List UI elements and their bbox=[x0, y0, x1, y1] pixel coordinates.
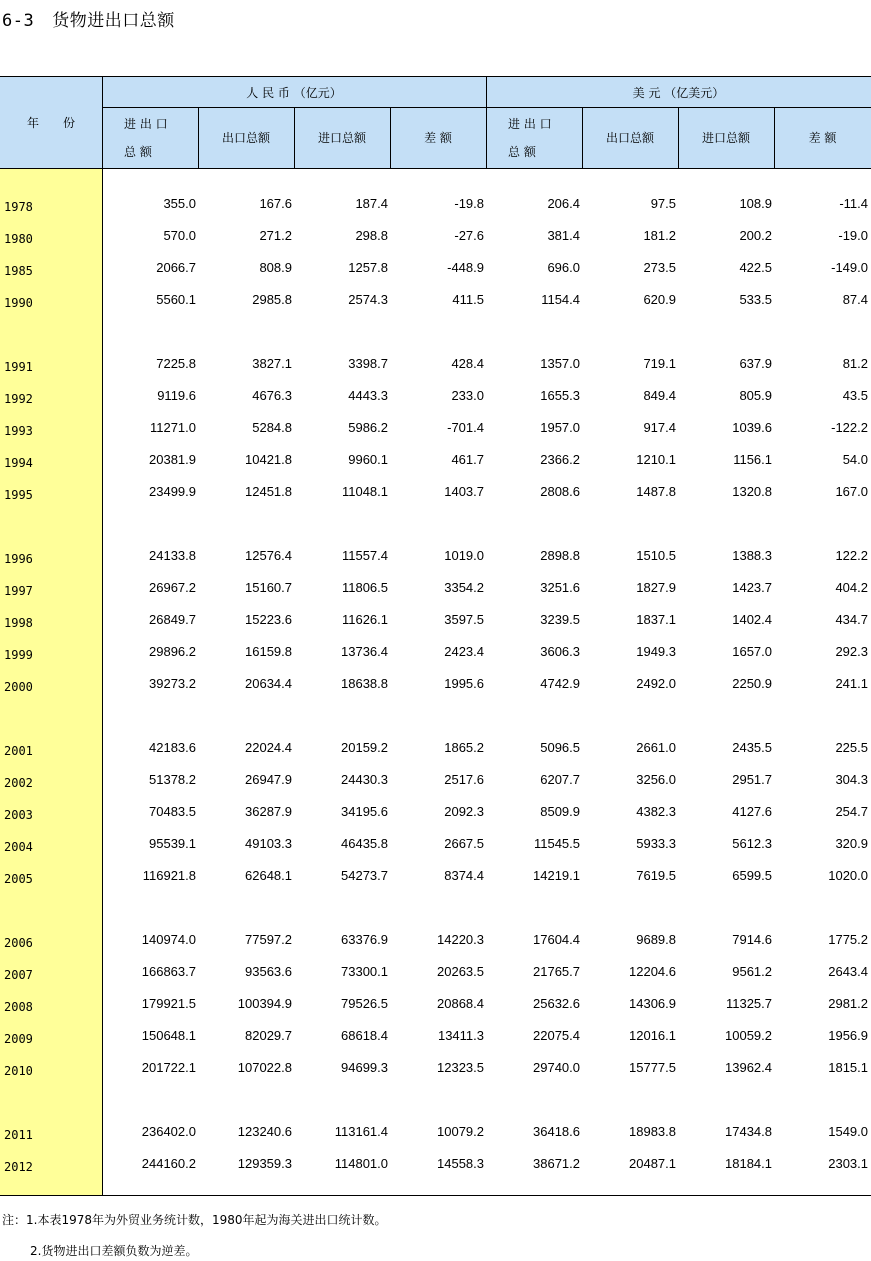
row-value: 97.5 bbox=[650, 196, 676, 211]
table-row bbox=[0, 740, 871, 760]
row-value: 108.9 bbox=[739, 196, 772, 211]
row-value: 254.7 bbox=[835, 804, 868, 819]
row-value: 1403.7 bbox=[444, 484, 484, 499]
row-value: 273.5 bbox=[643, 260, 676, 275]
row-value: 20487.1 bbox=[629, 1156, 676, 1171]
row-value: 5284.8 bbox=[252, 420, 292, 435]
row-value: 11048.1 bbox=[341, 484, 388, 499]
row-year: 2010 bbox=[4, 1064, 33, 1078]
header-rmb-balance: 差 额 bbox=[424, 131, 452, 145]
footnote-1: 注：1.本表1978年为外贸业务统计数，1980年起为海关进出口统计数。 bbox=[2, 1213, 387, 1227]
row-value: 49103.3 bbox=[245, 836, 292, 851]
row-value: 2423.4 bbox=[444, 644, 484, 659]
row-value: 77597.2 bbox=[245, 932, 292, 947]
row-value: 4676.3 bbox=[252, 388, 292, 403]
row-value: 94699.3 bbox=[341, 1060, 388, 1075]
row-value: 113161.4 bbox=[334, 1124, 388, 1139]
row-value: 320.9 bbox=[835, 836, 868, 851]
row-value: 1657.0 bbox=[732, 644, 772, 659]
row-value: 14306.9 bbox=[629, 996, 676, 1011]
row-value: 12576.4 bbox=[245, 548, 292, 563]
row-year: 2000 bbox=[4, 680, 33, 694]
row-value: 7619.5 bbox=[636, 868, 676, 883]
row-value: 1956.9 bbox=[828, 1028, 868, 1043]
table-row bbox=[0, 996, 871, 1016]
table-row bbox=[0, 932, 871, 952]
row-value: 292.3 bbox=[835, 644, 868, 659]
row-value: 2066.7 bbox=[156, 260, 196, 275]
row-value: 1815.1 bbox=[828, 1060, 868, 1075]
row-value: 166863.7 bbox=[141, 964, 196, 979]
row-value: 1357.0 bbox=[540, 356, 580, 371]
row-value: -149.0 bbox=[831, 260, 868, 275]
row-value: 36287.9 bbox=[245, 804, 292, 819]
row-value: -11.4 bbox=[839, 196, 868, 211]
row-value: 2808.6 bbox=[540, 484, 580, 499]
row-value: 4382.3 bbox=[636, 804, 676, 819]
row-value: 9561.2 bbox=[732, 964, 772, 979]
row-value: 81.2 bbox=[842, 356, 868, 371]
row-value: 2981.2 bbox=[828, 996, 868, 1011]
row-value: 533.5 bbox=[739, 292, 772, 307]
row-value: 1837.1 bbox=[636, 612, 676, 627]
table-number: 6-3 bbox=[2, 11, 35, 31]
row-value: 7225.8 bbox=[156, 356, 196, 371]
row-value: 2250.9 bbox=[732, 676, 772, 691]
row-value: 13962.4 bbox=[725, 1060, 772, 1075]
row-value: 4742.9 bbox=[540, 676, 580, 691]
row-value: 100394.9 bbox=[237, 996, 292, 1011]
row-value: 15777.5 bbox=[629, 1060, 676, 1075]
row-value: 12016.1 bbox=[629, 1028, 676, 1043]
table-row bbox=[0, 1060, 871, 1080]
row-value: 25632.6 bbox=[533, 996, 580, 1011]
row-value: 236402.0 bbox=[141, 1124, 196, 1139]
row-year: 2002 bbox=[4, 776, 33, 790]
row-value: 20634.4 bbox=[245, 676, 292, 691]
row-value: 10421.8 bbox=[245, 452, 292, 467]
row-value: 1423.7 bbox=[732, 580, 772, 595]
table-row bbox=[0, 676, 871, 696]
row-value: 10079.2 bbox=[437, 1124, 484, 1139]
row-value: 12204.6 bbox=[629, 964, 676, 979]
row-value: 244160.2 bbox=[141, 1156, 196, 1171]
row-value: 3239.5 bbox=[540, 612, 580, 627]
row-year: 2011 bbox=[4, 1128, 33, 1142]
table-row bbox=[0, 548, 871, 568]
row-value: 1487.8 bbox=[636, 484, 676, 499]
header-usd-balance: 差 额 bbox=[808, 131, 837, 145]
row-value: 62648.1 bbox=[245, 868, 292, 883]
row-year: 1999 bbox=[4, 648, 33, 662]
row-year: 1990 bbox=[4, 296, 33, 310]
row-value: 167.6 bbox=[259, 196, 292, 211]
row-value: 2667.5 bbox=[444, 836, 484, 851]
row-value: 849.4 bbox=[643, 388, 676, 403]
row-value: 1655.3 bbox=[540, 388, 580, 403]
table-row bbox=[0, 260, 871, 280]
header-rmb-import: 进口总额 bbox=[317, 131, 366, 145]
row-value: 39273.2 bbox=[149, 676, 196, 691]
row-value: 11271.0 bbox=[149, 420, 196, 435]
row-value: 3597.5 bbox=[444, 612, 484, 627]
row-value: 225.5 bbox=[835, 740, 868, 755]
row-value: 422.5 bbox=[739, 260, 772, 275]
row-value: 54273.7 bbox=[341, 868, 388, 883]
row-value: -122.2 bbox=[831, 420, 868, 435]
row-year: 1991 bbox=[4, 360, 33, 374]
row-value: -19.0 bbox=[838, 228, 868, 243]
header-year: 年 份 bbox=[26, 116, 75, 130]
row-year: 1996 bbox=[4, 552, 33, 566]
row-value: 3354.2 bbox=[444, 580, 484, 595]
row-value: 14219.1 bbox=[533, 868, 580, 883]
row-value: 18983.8 bbox=[629, 1124, 676, 1139]
table-row bbox=[0, 228, 871, 248]
row-value: 51378.2 bbox=[149, 772, 196, 787]
row-value: 20868.4 bbox=[437, 996, 484, 1011]
table-title: 货物进出口总额 bbox=[52, 11, 175, 31]
row-year: 2012 bbox=[4, 1160, 33, 1174]
row-value: 29740.0 bbox=[533, 1060, 580, 1075]
table-row bbox=[0, 804, 871, 824]
row-value: 187.4 bbox=[355, 196, 388, 211]
header-group-rmb: 人 民 币 （亿元） bbox=[246, 85, 342, 100]
row-value: 1257.8 bbox=[348, 260, 388, 275]
row-value: 1775.2 bbox=[828, 932, 868, 947]
row-year: 2005 bbox=[4, 872, 33, 886]
row-value: 26849.7 bbox=[149, 612, 196, 627]
row-value: 1402.4 bbox=[732, 612, 772, 627]
table-row bbox=[0, 356, 871, 376]
row-value: 2517.6 bbox=[444, 772, 484, 787]
row-value: 8509.9 bbox=[540, 804, 580, 819]
row-year: 2003 bbox=[4, 808, 33, 822]
row-value: 1019.0 bbox=[444, 548, 484, 563]
row-year: 1992 bbox=[4, 392, 33, 406]
row-value: 1020.0 bbox=[828, 868, 868, 883]
row-value: 2492.0 bbox=[636, 676, 676, 691]
row-value: 206.4 bbox=[547, 196, 580, 211]
footnotes bbox=[2, 1212, 387, 1259]
row-value: 14220.3 bbox=[437, 932, 484, 947]
row-value: 9689.8 bbox=[636, 932, 676, 947]
row-value: 129359.3 bbox=[237, 1156, 292, 1171]
row-value: -27.6 bbox=[454, 228, 484, 243]
table-row bbox=[0, 452, 871, 472]
row-value: 16159.8 bbox=[245, 644, 292, 659]
row-value: 1995.6 bbox=[444, 676, 484, 691]
row-value: 241.1 bbox=[835, 676, 868, 691]
row-value: 3251.6 bbox=[540, 580, 580, 595]
table-row bbox=[0, 1028, 871, 1048]
row-value: 2366.2 bbox=[540, 452, 580, 467]
table-row bbox=[0, 420, 871, 440]
row-value: 22024.4 bbox=[245, 740, 292, 755]
row-value: 1865.2 bbox=[444, 740, 484, 755]
table-row bbox=[0, 292, 871, 312]
table-row bbox=[0, 196, 871, 216]
row-year: 1997 bbox=[4, 584, 33, 598]
row-value: 9960.1 bbox=[348, 452, 388, 467]
row-value: 1154.4 bbox=[541, 292, 580, 307]
row-year: 1980 bbox=[4, 232, 33, 246]
table-row bbox=[0, 580, 871, 600]
row-value: 26967.2 bbox=[149, 580, 196, 595]
row-value: 73300.1 bbox=[341, 964, 388, 979]
header-usd-import: 进口总额 bbox=[701, 131, 750, 145]
row-value: 1827.9 bbox=[636, 580, 676, 595]
page-title bbox=[2, 6, 175, 31]
row-value: 7914.6 bbox=[732, 932, 772, 947]
row-value: 434.7 bbox=[835, 612, 868, 627]
row-value: 68618.4 bbox=[341, 1028, 388, 1043]
row-value: 719.1 bbox=[643, 356, 676, 371]
row-value: 2661.0 bbox=[636, 740, 676, 755]
row-value: 6207.7 bbox=[540, 772, 580, 787]
row-value: 23499.9 bbox=[149, 484, 196, 499]
row-value: 95539.1 bbox=[149, 836, 196, 851]
row-value: 79526.5 bbox=[341, 996, 388, 1011]
row-value: 87.4 bbox=[842, 292, 868, 307]
row-value: 122.2 bbox=[835, 548, 868, 563]
header-rmb-total-line2: 总 额 bbox=[124, 145, 152, 159]
table-row bbox=[0, 868, 871, 888]
row-value: 3827.1 bbox=[252, 356, 292, 371]
row-value: 381.4 bbox=[547, 228, 580, 243]
table-row bbox=[0, 1156, 871, 1176]
row-year: 1985 bbox=[4, 264, 33, 278]
row-year: 2008 bbox=[4, 1000, 33, 1014]
row-year: 1995 bbox=[4, 488, 33, 502]
row-value: 11626.1 bbox=[341, 612, 388, 627]
row-value: 36418.6 bbox=[533, 1124, 580, 1139]
row-value: 63376.9 bbox=[341, 932, 388, 947]
row-value: 13411.3 bbox=[437, 1028, 484, 1043]
row-value: 5612.3 bbox=[732, 836, 772, 851]
header-usd-total-line2: 总 额 bbox=[508, 145, 536, 159]
row-value: 2951.7 bbox=[732, 772, 772, 787]
table-row bbox=[0, 612, 871, 632]
row-value: 201722.1 bbox=[141, 1060, 196, 1075]
table-row bbox=[0, 484, 871, 504]
row-value: 5933.3 bbox=[636, 836, 676, 851]
row-value: 14558.3 bbox=[437, 1156, 484, 1171]
header-usd-total-line1: 进 出 口 bbox=[508, 117, 552, 131]
row-value: 233.0 bbox=[451, 388, 484, 403]
row-value: 355.0 bbox=[163, 196, 196, 211]
row-value: 123240.6 bbox=[237, 1124, 292, 1139]
row-value: 3606.3 bbox=[540, 644, 580, 659]
row-value: 11806.5 bbox=[341, 580, 388, 595]
header-group-usd: 美 元 （亿美元） bbox=[632, 85, 725, 100]
row-value: 38671.2 bbox=[533, 1156, 580, 1171]
row-value: 1510.5 bbox=[636, 548, 676, 563]
row-value: 107022.8 bbox=[237, 1060, 292, 1075]
row-value: 9119.6 bbox=[157, 388, 196, 403]
row-value: 304.3 bbox=[835, 772, 868, 787]
row-value: 29896.2 bbox=[149, 644, 196, 659]
row-year: 2004 bbox=[4, 840, 33, 854]
table-row bbox=[0, 964, 871, 984]
row-value: 70483.5 bbox=[149, 804, 196, 819]
row-year: 2006 bbox=[4, 936, 33, 950]
row-value: 1388.3 bbox=[732, 548, 772, 563]
row-value: 12451.8 bbox=[245, 484, 292, 499]
row-value: 808.9 bbox=[259, 260, 292, 275]
row-value: 21765.7 bbox=[533, 964, 580, 979]
row-value: 8374.4 bbox=[444, 868, 484, 883]
row-value: 1549.0 bbox=[828, 1124, 868, 1139]
row-value: 4127.6 bbox=[732, 804, 772, 819]
row-value: 2985.8 bbox=[252, 292, 292, 307]
row-value: 404.2 bbox=[835, 580, 868, 595]
row-year: 1994 bbox=[4, 456, 33, 470]
row-value: -19.8 bbox=[454, 196, 484, 211]
header-usd-total bbox=[486, 107, 582, 168]
row-value: 15160.7 bbox=[245, 580, 292, 595]
trade-table bbox=[0, 76, 871, 1196]
row-year: 2001 bbox=[4, 744, 33, 758]
row-value: 620.9 bbox=[643, 292, 676, 307]
row-value: 18638.8 bbox=[341, 676, 388, 691]
row-value: 1210.1 bbox=[636, 452, 676, 467]
row-value: 6599.5 bbox=[732, 868, 772, 883]
row-value: 2574.3 bbox=[348, 292, 388, 307]
row-value: 11557.4 bbox=[341, 548, 388, 563]
row-value: 5096.5 bbox=[540, 740, 580, 755]
row-value: 271.2 bbox=[259, 228, 292, 243]
row-value: 2643.4 bbox=[828, 964, 868, 979]
row-value: 2092.3 bbox=[444, 804, 484, 819]
row-value: 805.9 bbox=[739, 388, 772, 403]
row-value: 93563.6 bbox=[245, 964, 292, 979]
row-value: 1156.1 bbox=[733, 452, 772, 467]
row-value: 570.0 bbox=[163, 228, 196, 243]
row-value: 181.2 bbox=[643, 228, 676, 243]
table-row bbox=[0, 388, 871, 408]
row-year: 2009 bbox=[4, 1032, 33, 1046]
row-value: 637.9 bbox=[739, 356, 772, 371]
row-value: 1320.8 bbox=[732, 484, 772, 499]
row-year: 1998 bbox=[4, 616, 33, 630]
header-usd-export: 出口总额 bbox=[605, 131, 654, 145]
row-value: 2303.1 bbox=[828, 1156, 868, 1171]
row-value: 43.5 bbox=[842, 388, 868, 403]
row-value: 114801.0 bbox=[334, 1156, 388, 1171]
row-value: 5560.1 bbox=[156, 292, 196, 307]
row-value: 13736.4 bbox=[341, 644, 388, 659]
row-value: 200.2 bbox=[739, 228, 772, 243]
table-row bbox=[0, 836, 871, 856]
row-value: 179921.5 bbox=[141, 996, 196, 1011]
row-value: 54.0 bbox=[842, 452, 868, 467]
row-value: 1039.6 bbox=[732, 420, 772, 435]
row-value: 34195.6 bbox=[341, 804, 388, 819]
row-value: 2898.8 bbox=[540, 548, 580, 563]
row-value: 298.8 bbox=[355, 228, 388, 243]
row-value: 917.4 bbox=[643, 420, 676, 435]
row-value: 20159.2 bbox=[341, 740, 388, 755]
row-value: 22075.4 bbox=[533, 1028, 580, 1043]
row-value: 2435.5 bbox=[732, 740, 772, 755]
row-value: 3398.7 bbox=[348, 356, 388, 371]
table-row bbox=[0, 772, 871, 792]
row-value: 17604.4 bbox=[533, 932, 580, 947]
row-value: 428.4 bbox=[451, 356, 484, 371]
row-value: 24133.8 bbox=[149, 548, 196, 563]
row-value: 82029.7 bbox=[245, 1028, 292, 1043]
footnote-2: 2.货物进出口差额负数为逆差。 bbox=[30, 1244, 198, 1258]
row-value: 24430.3 bbox=[341, 772, 388, 787]
row-value: 20263.5 bbox=[437, 964, 484, 979]
header-rmb-total bbox=[102, 107, 198, 168]
row-value: 696.0 bbox=[547, 260, 580, 275]
row-value: 4443.3 bbox=[348, 388, 388, 403]
row-year: 2007 bbox=[4, 968, 33, 982]
table-row bbox=[0, 644, 871, 664]
row-value: 5986.2 bbox=[348, 420, 388, 435]
row-value: 26947.9 bbox=[245, 772, 292, 787]
table-row bbox=[0, 1124, 871, 1144]
row-value: 411.5 bbox=[452, 292, 484, 307]
header-rmb-export: 出口总额 bbox=[221, 131, 270, 145]
row-value: 11545.5 bbox=[533, 836, 580, 851]
row-value: 461.7 bbox=[451, 452, 484, 467]
row-value: 167.0 bbox=[835, 484, 868, 499]
row-value: -448.9 bbox=[447, 260, 484, 275]
row-value: 1957.0 bbox=[540, 420, 580, 435]
row-value: 140974.0 bbox=[141, 932, 196, 947]
row-value: 150648.1 bbox=[141, 1028, 196, 1043]
header-rmb-total-line1: 进 出 口 bbox=[124, 117, 168, 131]
header-bottom-rule bbox=[0, 168, 871, 169]
row-value: 1949.3 bbox=[636, 644, 676, 659]
row-value: 3256.0 bbox=[636, 772, 676, 787]
row-value: 42183.6 bbox=[149, 740, 196, 755]
row-value: 12323.5 bbox=[437, 1060, 484, 1075]
row-value: 46435.8 bbox=[341, 836, 388, 851]
row-value: 20381.9 bbox=[149, 452, 196, 467]
row-value: 116921.8 bbox=[142, 868, 196, 883]
row-value: 10059.2 bbox=[725, 1028, 772, 1043]
row-year: 1978 bbox=[4, 200, 33, 214]
row-value: 15223.6 bbox=[245, 612, 292, 627]
row-value: 17434.8 bbox=[725, 1124, 772, 1139]
row-value: 18184.1 bbox=[725, 1156, 772, 1171]
row-year: 1993 bbox=[4, 424, 33, 438]
row-value: 11325.7 bbox=[725, 996, 772, 1011]
row-value: -701.4 bbox=[447, 420, 484, 435]
